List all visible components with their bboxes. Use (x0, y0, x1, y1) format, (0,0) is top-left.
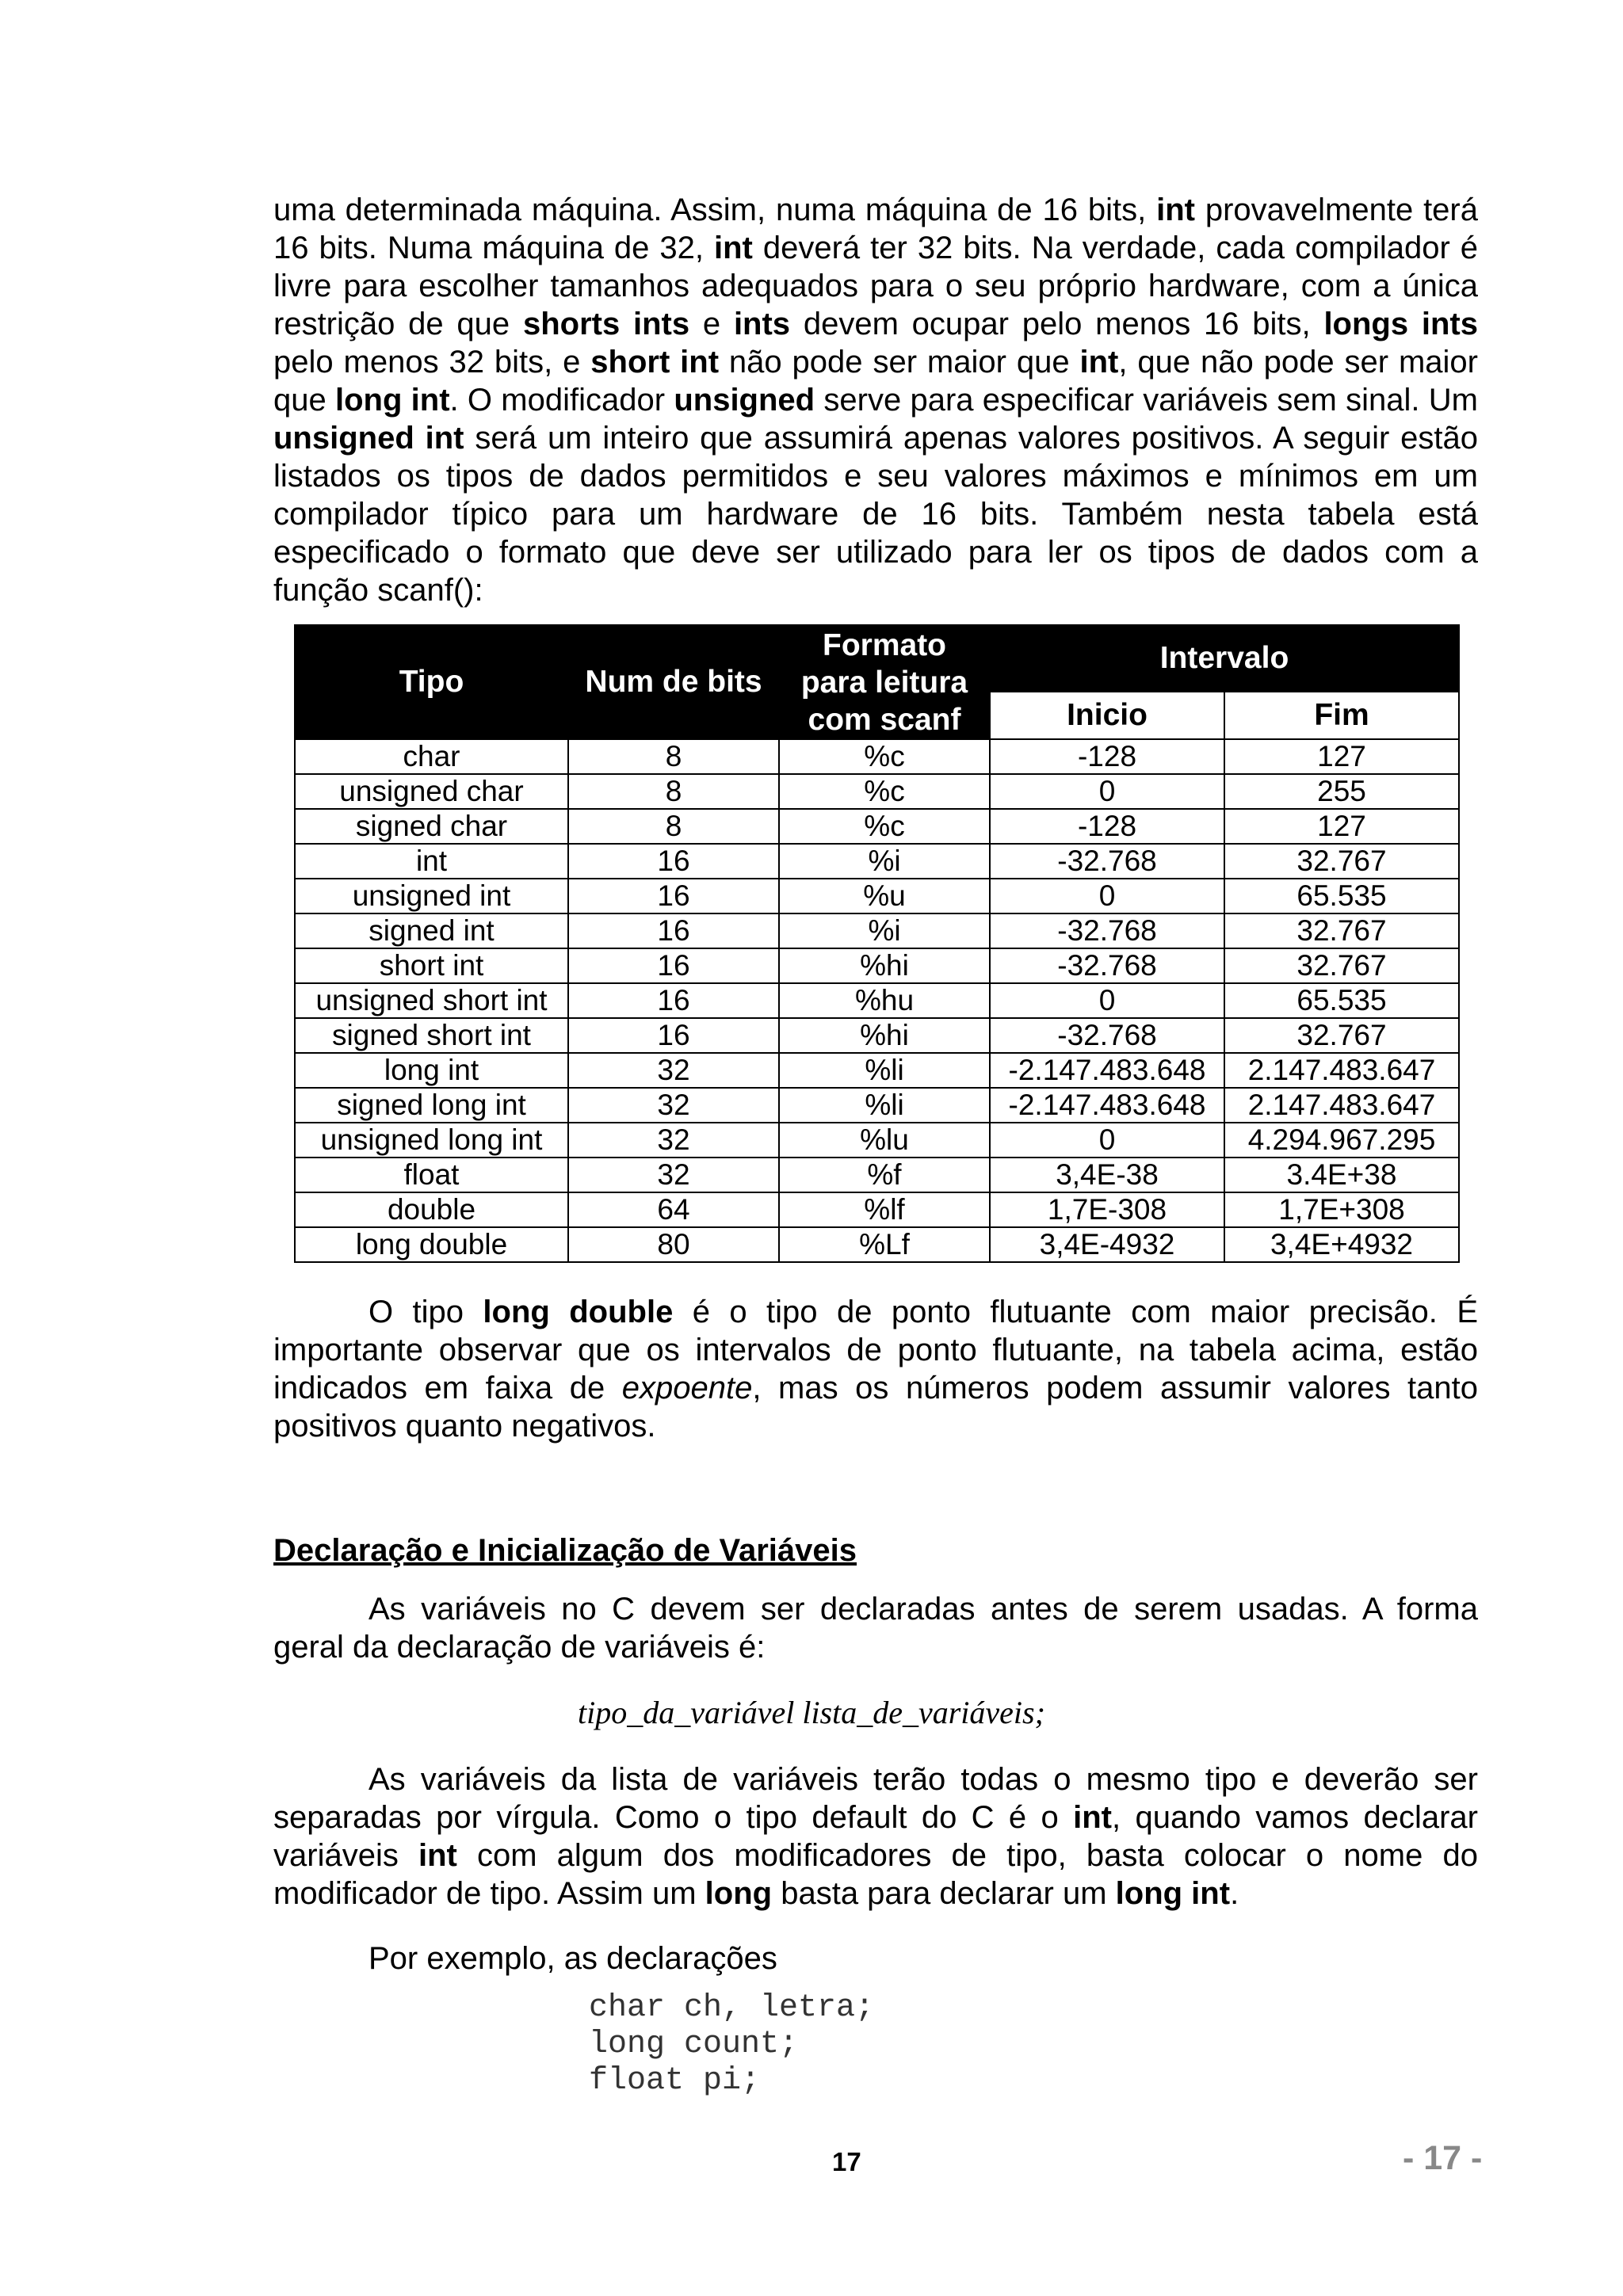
data-types-table (294, 624, 1460, 1263)
paragraph-declaration: As variáveis no C devem ser declaradas antes de serem usadas. A forma geral da declaração de variáveis é: (273, 1592, 1478, 1665)
code-line: float pi; (589, 2063, 761, 2099)
paragraph-int-sizes: uma determinada máquina. Assim, numa máquina de 16 bits, int provavelmente terá 16 bits. Numa máquina de 32, int deverá ter 32 bits. Na verdade, cada compilador é livre para escolher tamanhos adequados para o seu próprio hardware, com a única restrição de que shorts ints e ints devem ocupar pelo menos 16 bits, longs ints pelo menos 32 bits, e short int não pode ser maior que int, que não pode ser maior que long int. O modificador unsigned serve para especificar variáveis sem sinal. Um unsigned int será um inteiro que assumirá apenas valores positivos. A seguir estão listados os tipos de dados permitidos e seu valores máximos e mínimos em um compilador típico para um hardware de 16 bits. Também nesta tabela está especificado o formato que deve ser utilizado para ler os tipos de dados com a função scanf(): (273, 193, 1479, 608)
table-body (295, 739, 1459, 1262)
cell-bits: 32 (568, 1053, 779, 1088)
cell-fim: 32.767 (1224, 844, 1459, 879)
cell-fim: 4.294.967.295 (1224, 1123, 1459, 1158)
cell-tipo: double (295, 1192, 568, 1227)
section-heading: Declaração e Inicialização de Variáveis (273, 1533, 857, 1568)
cell-tipo: short int (295, 948, 568, 983)
table-row (295, 983, 1459, 1018)
paragraph-variable-list: As variáveis da lista de variáveis terão todas o mesmo tipo e deverão ser separadas por vírgula. Como o tipo default do C é o int, quando vamos declarar variáveis int com algum dos modificadores de tipo, basta colocar o nome do modificador de tipo. Assim um long basta para declarar um long int. (273, 1762, 1478, 1911)
code-example (589, 1990, 874, 2100)
cell-bits: 16 (568, 948, 779, 983)
cell-fim: 127 (1224, 739, 1459, 774)
cell-fim: 32.767 (1224, 948, 1459, 983)
table-row (295, 1053, 1459, 1088)
cell-fim: 2.147.483.647 (1224, 1053, 1459, 1088)
cell-inicio: -2.147.483.648 (990, 1053, 1224, 1088)
cell-bits: 8 (568, 809, 779, 844)
cell-bits: 8 (568, 774, 779, 809)
table-row (295, 1088, 1459, 1123)
table-row (295, 1227, 1459, 1262)
cell-fim: 65.535 (1224, 879, 1459, 913)
cell-bits: 32 (568, 1158, 779, 1192)
cell-inicio: -32.768 (990, 844, 1224, 879)
cell-bits: 16 (568, 983, 779, 1018)
cell-inicio: 0 (990, 774, 1224, 809)
cell-formato: %li (779, 1088, 990, 1123)
cell-tipo: unsigned char (295, 774, 568, 809)
cell-formato: %lu (779, 1123, 990, 1158)
table-row (295, 809, 1459, 844)
cell-inicio: -32.768 (990, 913, 1224, 948)
footer-page-number: 17 (832, 2147, 861, 2176)
cell-fim: 2.147.483.647 (1224, 1088, 1459, 1123)
cell-inicio: -128 (990, 739, 1224, 774)
cell-tipo: unsigned short int (295, 983, 568, 1018)
cell-fim: 127 (1224, 809, 1459, 844)
header-intervalo: Intervalo (990, 625, 1459, 692)
paragraph-example-intro: Por exemplo, as declarações (369, 1941, 777, 1976)
cell-fim: 32.767 (1224, 913, 1459, 948)
cell-tipo: long int (295, 1053, 568, 1088)
header-tipo: Tipo (295, 625, 568, 739)
header-fim: Fim (1224, 692, 1459, 739)
cell-tipo: long double (295, 1227, 568, 1262)
table-row (295, 1192, 1459, 1227)
cell-inicio: -2.147.483.648 (990, 1088, 1224, 1123)
cell-inicio: 3,4E-38 (990, 1158, 1224, 1192)
header-inicio: Inicio (990, 692, 1224, 739)
table-row (295, 913, 1459, 948)
cell-formato: %i (779, 844, 990, 879)
cell-bits: 32 (568, 1123, 779, 1158)
cell-formato: %u (779, 879, 990, 913)
cell-tipo: float (295, 1158, 568, 1192)
cell-bits: 64 (568, 1192, 779, 1227)
cell-fim: 3.4E+38 (1224, 1158, 1459, 1192)
cell-bits: 16 (568, 913, 779, 948)
cell-fim: 255 (1224, 774, 1459, 809)
cell-inicio: 1,7E-308 (990, 1192, 1224, 1227)
table-row (295, 948, 1459, 983)
cell-tipo: signed long int (295, 1088, 568, 1123)
cell-tipo: unsigned int (295, 879, 568, 913)
code-line: char ch, letra; (589, 1990, 875, 2026)
declaration-syntax: tipo_da_variável lista_de_variáveis; (578, 1695, 1045, 1730)
cell-bits: 16 (568, 844, 779, 879)
cell-inicio: -128 (990, 809, 1224, 844)
table-row (295, 774, 1459, 809)
cell-bits: 32 (568, 1088, 779, 1123)
table-row (295, 1158, 1459, 1192)
cell-tipo: int (295, 844, 568, 879)
footer-page-label: - 17 - (1403, 2139, 1483, 2177)
cell-formato: %f (779, 1158, 990, 1192)
cell-fim: 1,7E+308 (1224, 1192, 1459, 1227)
cell-bits: 8 (568, 739, 779, 774)
cell-bits: 16 (568, 879, 779, 913)
cell-fim: 65.535 (1224, 983, 1459, 1018)
cell-tipo: char (295, 739, 568, 774)
cell-formato: %c (779, 809, 990, 844)
header-num-bits: Num de bits (568, 625, 779, 739)
paragraph-long-double: O tipo long double é o tipo de ponto flutuante com maior precisão. É importante observar que os intervalos de ponto flutuante, na tabela acima, estão indicados em faixa de expoente, mas os números podem assumir valores tanto positivos quanto negativos. (273, 1295, 1478, 1444)
cell-tipo: signed int (295, 913, 568, 948)
cell-inicio: 0 (990, 879, 1224, 913)
cell-formato: %hi (779, 1018, 990, 1053)
cell-tipo: signed short int (295, 1018, 568, 1053)
cell-bits: 80 (568, 1227, 779, 1262)
table-row (295, 739, 1459, 774)
header-formato: Formato para leitura com scanf (779, 625, 990, 739)
cell-fim: 3,4E+4932 (1224, 1227, 1459, 1262)
table-row (295, 1123, 1459, 1158)
cell-formato: %c (779, 774, 990, 809)
cell-inicio: -32.768 (990, 948, 1224, 983)
cell-tipo: signed char (295, 809, 568, 844)
cell-formato: %c (779, 739, 990, 774)
table-row (295, 879, 1459, 913)
code-line: long count; (589, 2027, 799, 2062)
cell-inicio: 3,4E-4932 (990, 1227, 1224, 1262)
cell-formato: %hu (779, 983, 990, 1018)
cell-formato: %i (779, 913, 990, 948)
cell-formato: %li (779, 1053, 990, 1088)
cell-formato: %hi (779, 948, 990, 983)
cell-bits: 16 (568, 1018, 779, 1053)
cell-inicio: 0 (990, 1123, 1224, 1158)
cell-inicio: -32.768 (990, 1018, 1224, 1053)
table-row (295, 844, 1459, 879)
cell-fim: 32.767 (1224, 1018, 1459, 1053)
cell-tipo: unsigned long int (295, 1123, 568, 1158)
cell-formato: %Lf (779, 1227, 990, 1262)
cell-inicio: 0 (990, 983, 1224, 1018)
cell-formato: %lf (779, 1192, 990, 1227)
table-row (295, 1018, 1459, 1053)
